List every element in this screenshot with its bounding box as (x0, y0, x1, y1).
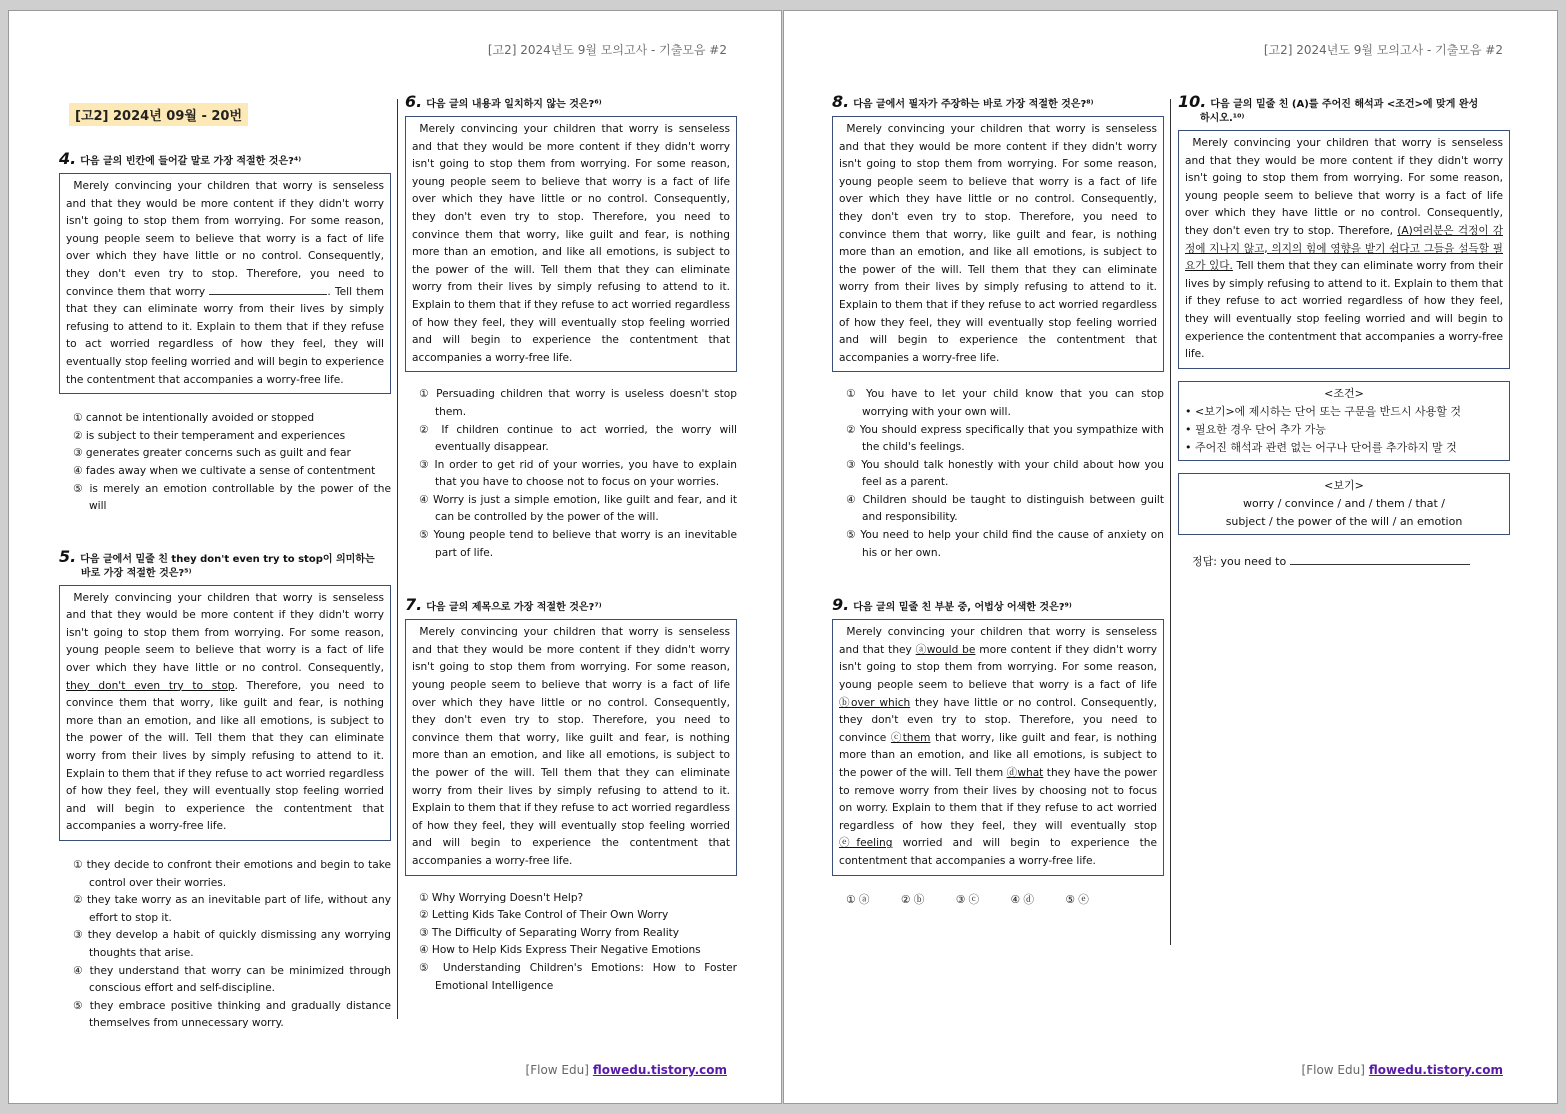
choice-item[interactable]: ⑤ Young people tend to believe that worry is an inevitable part of life. (419, 529, 737, 559)
passage-text: they have the power to remove worry from their lives by choosing not to focus on worry. Explain to them that if they refuse to act worried regardless of how they feel, they will eventually stop (839, 767, 1157, 832)
question-title-cont: 바로 가장 적절한 것은?⁵⁾ (81, 567, 192, 579)
choice-item[interactable]: ③ generates greater concerns such as guilt and fear (73, 447, 351, 460)
question-title: 다음 글의 밑줄 친 (A)를 주어진 해석과 <조건>에 맞게 완성 (1210, 99, 1479, 110)
footer-link[interactable]: flowedu.tistory.com (1368, 1063, 1503, 1077)
passage-text: Merely convincing your children that worry is senseless and that they (839, 626, 1157, 656)
question-title: 다음 글에서 밑줄 친 they don't even try to stop이 의미하는 (80, 553, 375, 565)
choice-list (832, 386, 1164, 562)
question-number: 4. (59, 149, 77, 168)
choice-item[interactable]: ③ ⓒ (955, 893, 980, 906)
bogi-box (1178, 473, 1510, 535)
passage-text: that worry, like guilt and fear, is nothing more than an emotion, and like all emotions, is subject to the power of the will. Tell them (839, 731, 1157, 779)
passage-text: Merely convincing your children that worry is senseless and that they would be more content if they didn't worry isn't going to stop them from worrying. For some reason, young people seem to believe that worry is a fact of life over which they have little or no control. Consequently, they don't even try to stop. Therefore, you need to convince them that worry, like guilt and fear, is nothing more than an emotion, and like all emotions, is subject to the power of the will. Tell them that they can eliminate worry from their lives by simply refusing to attend to it. Explain to them that if they refuse to act worried regardless of how they feel, they will eventually stop feeling worried and will begin to experience the contentment that accompanies a worry-free life. (412, 123, 730, 364)
answer-blank (209, 284, 327, 295)
choice-item[interactable]: ④ ⓓ (1010, 893, 1034, 906)
column-divider (397, 99, 398, 1019)
question-number: 5. (59, 546, 77, 566)
footer-prefix: [Flow Edu] (1301, 1063, 1365, 1077)
choice-item[interactable]: ① ⓐ (846, 893, 870, 906)
choice-item[interactable]: ⑤ You need to help your child find the cause of anxiety on his or her own. (846, 529, 1164, 559)
choice-item[interactable]: ② You should express specifically that you sympathize with the child's feelings. (846, 423, 1164, 454)
passage (1178, 130, 1510, 369)
answer-line (1178, 553, 1510, 569)
passage-text: Merely convincing your children that worry is senseless and that they would be more content if they didn't worry isn't going to stop them from worrying. For some reason, young people seem to believe that worry is a fact of life over which they have little or no control. Consequently, they don't even try to stop. Therefore, you need to convince them that worry (66, 180, 384, 298)
question-title: 다음 글에서 필자가 주장하는 바로 가장 적절한 것은?⁸⁾ (853, 99, 1094, 110)
passage-text: Tell them that they can eliminate worry from their lives by simply refusing to attend to it. Explain to them that if they refuse to act worried regardless of how they feel, they will eventually stop feeling worried and will begin to experience the contentment that accompanies a worry-free life. (1185, 260, 1504, 361)
question-7 (405, 595, 737, 995)
left-column-1 (59, 103, 391, 1033)
passage (832, 619, 1164, 875)
passage (59, 585, 391, 841)
bogi-line: subject / the power of the will / an emotion (1225, 514, 1463, 528)
choice-item[interactable]: ⑤ Understanding Children's Emotions: How to Foster Emotional Intelligence (419, 961, 737, 992)
passage-text: Merely convincing your children that worry is senseless and that they would be more content if they didn't worry isn't going to stop them from worrying. For some reason, young people seem to believe that worry is a fact of life over which they have little or no control. Consequently, they don't even try to stop. Therefore, (1185, 137, 1503, 237)
question-number: 6. (405, 92, 423, 111)
question-title: 다음 글의 제목으로 가장 적절한 것은?⁷⁾ (426, 602, 602, 614)
passage-text: worried and will begin to experience the contentment that accompanies a worry-free life. (839, 837, 1157, 867)
question-5 (59, 546, 391, 1033)
choice-item[interactable]: ① You have to let your child know that you can stop worrying with your own will. (846, 388, 1164, 418)
choice-item[interactable]: ① cannot be intentionally avoided or stopped (73, 412, 315, 425)
choice-item[interactable]: ⑤ ⓔ (1065, 893, 1089, 906)
question-title: 다음 글의 빈칸에 들어갈 말로 가장 적절한 것은?⁴⁾ (80, 156, 302, 167)
choice-item[interactable]: ③ The Difficulty of Separating Worry from Reality (419, 926, 680, 939)
question-number: 10. (1178, 92, 1207, 111)
left-column-2 (405, 92, 737, 995)
passage-text: more content if they didn't worry isn't going to stop them from worrying. For some reason, young people seem to believe that worry is a fact of life (839, 643, 1158, 692)
passage-text: Merely convincing your children that worry is senseless and that they would be more content if they didn't worry isn't going to stop them from worrying. For some reason, young people seem to believe that worry is a fact of life over which they have little or no control. Consequently, they don't even try to stop. Therefore, you need to convince them that worry, like guilt and fear, is nothing more than an emotion, and like all emotions, is subject to the power of the will. Tell them that they can eliminate worry from their lives by simply refusing to attend to it. Explain to them that if they refuse to act worried regardless of how they feel, they will eventually stop feeling worried and will begin to experience the contentment that accompanies a worry-free life. (412, 626, 730, 867)
condition-item: • <보기>에 제시하는 단어 또는 구문을 반드시 사용할 것 (1185, 404, 1462, 418)
choice-item[interactable]: ③ they develop a habit of quickly dismissing any worrying thoughts that arise. (73, 929, 391, 959)
right-column-1 (832, 92, 1164, 907)
choice-item[interactable]: ① Why Worrying Doesn't Help? (419, 891, 584, 904)
choice-list (405, 890, 737, 996)
page-header: [고2] 2024년도 9월 모의고사 - 기출모음 #2 (1263, 43, 1503, 57)
underlined-option-d: ⓓwhat (1006, 767, 1044, 779)
passage-text: . Therefore, you need to convince them that worry, like guilt and fear, is nothing more than an emotion, and like all emotions, is subject to the power of the will. Tell them that they can eliminate worry from their lives by simply refusing to attend to it. Explain to them that if they refuse to act worried regardless of how they feel, they will eventually stop feeling worried and will begin to experience the contentment that accompanies a worry-free life. (66, 679, 384, 833)
underlined-phrase: (A)여러분은 걱정이 감정에 지나지 않고, 의지의 힘에 영향을 받기 쉽다고 그들을 설득할 필요가 있다. (1185, 224, 1503, 273)
passage-text: Merely convincing your children that worry is senseless and that they would be more content if they didn't worry isn't going to stop them from worrying. For some reason, young people seem to believe that worry is a fact of life over which they have little or no control. Consequently, they don't even try to stop. Therefore, you need to convince them that worry, like guilt and fear, is nothing more than an emotion, and like all emotions, is subject to the power of the will. Tell them that they can eliminate worry from their lives by simply refusing to attend to it. Explain to them that if they refuse to act worried regardless of how they feel, they will eventually stop feeling worried and will begin to experience the contentment that accompanies a worry-free life. (839, 123, 1157, 364)
choice-item[interactable]: ⑤ is merely an emotion controllable by the power of the will (73, 482, 391, 513)
question-10 (1178, 92, 1510, 569)
choice-list (59, 410, 391, 516)
passage-text: . Tell them that they can eliminate worry from their lives by simply refusing to attend to it. Explain to them that if they refuse to act worried regardless of how they feel, they will eventually stop feeling worried and will begin to experience the contentment that accompanies a worry-free life. (66, 285, 385, 386)
column-divider (1170, 99, 1171, 945)
choice-item[interactable]: ③ You should talk honestly with your child about how you feel as a parent. (846, 458, 1164, 489)
question-6 (405, 92, 737, 562)
exam-tag: [고2] 2024년 09월 - 20번 (69, 103, 248, 126)
choice-list (832, 892, 1164, 907)
choice-item[interactable]: ① they decide to confront their emotions and begin to take control over their worries. (73, 859, 391, 889)
choice-item[interactable]: ② is subject to their temperament and experiences (73, 429, 346, 442)
underlined-option-b: ⓑover which (839, 696, 911, 709)
condition-box (1178, 381, 1510, 461)
choice-item[interactable]: ④ How to Help Kids Express Their Negative Emotions (419, 944, 701, 957)
choice-item[interactable]: ④ Children should be taught to distinguish between guilt and responsibility. (846, 493, 1164, 524)
choice-list (59, 857, 391, 1033)
choice-item[interactable]: ④ they understand that worry can be minimized through conscious effort and self-discipline. (73, 964, 391, 995)
passage (405, 619, 737, 875)
underlined-option-a: ⓐwould be (915, 643, 976, 656)
choice-item[interactable]: ③ In order to get rid of your worries, you have to explain that you have to choose not to focus on your worries. (419, 458, 737, 489)
answer-label: 정답: you need to (1192, 554, 1287, 568)
question-title-cont: 하시오.¹⁰⁾ (1200, 113, 1245, 124)
question-title: 다음 글의 밑줄 친 부분 중, 어법상 어색한 것은?⁹⁾ (853, 602, 1072, 614)
choice-item[interactable]: ④ fades away when we cultivate a sense of contentment (73, 464, 376, 477)
choice-item[interactable]: ② Letting Kids Take Control of Their Own Worry (419, 909, 669, 922)
passage-text: they have little or no control. Consequently, they don't even try to stop. Therefore, you need to convince (839, 696, 1157, 744)
passage (405, 116, 737, 372)
page-footer (526, 1063, 727, 1077)
condition-title: <조건> (1324, 386, 1364, 400)
question-title: 다음 글의 내용과 일치하지 않는 것은?⁶⁾ (426, 99, 602, 110)
bogi-line: worry / convince / and / them / that / (1243, 496, 1445, 510)
passage (832, 116, 1164, 372)
underlined-option-c: ⓒthem (890, 731, 931, 744)
page-header: [고2] 2024년도 9월 모의고사 - 기출모음 #2 (487, 43, 727, 57)
left-page (8, 10, 782, 1104)
question-number: 7. (405, 595, 423, 615)
page-footer (1302, 1063, 1503, 1077)
question-number: 8. (832, 92, 850, 111)
choice-item[interactable]: ④ Worry is just a simple emotion, like guilt and fear, and it can be controlled by the power of the will. (419, 493, 737, 524)
passage (59, 173, 391, 394)
passage-text: Merely convincing your children that worry is senseless and that they would be more content if they didn't worry isn't going to stop them from worrying. For some reason, young people seem to believe that worry is a fact of life over which they have little or no control. Consequently, (66, 591, 384, 675)
choice-item[interactable]: ① Persuading children that worry is useless doesn't stop them. (419, 388, 737, 418)
question-8 (832, 92, 1164, 562)
footer-link[interactable]: flowedu.tistory.com (592, 1063, 727, 1077)
choice-item[interactable]: ② ⓑ (900, 893, 925, 906)
choice-list (405, 386, 737, 562)
right-column-2 (1178, 92, 1510, 569)
underlined-option-e: ⓔfeeling (839, 837, 893, 850)
footer-prefix: [Flow Edu] (525, 1063, 589, 1077)
right-page (783, 10, 1558, 1104)
condition-item: • 주어진 해석과 관련 없는 어구나 단어를 추가하지 말 것 (1185, 440, 1457, 454)
underlined-phrase: they don't even try to stop (66, 679, 235, 692)
choice-item[interactable]: ⑤ they embrace positive thinking and gradually distance themselves from unnecessary worry. (73, 999, 391, 1030)
bogi-title: <보기> (1324, 478, 1364, 492)
choice-item[interactable]: ② If children continue to act worried, the worry will eventually disappear. (419, 423, 737, 454)
choice-item[interactable]: ② they take worry as an inevitable part of life, without any effort to stop it. (73, 894, 391, 924)
answer-input-line[interactable] (1290, 554, 1470, 565)
question-9 (832, 595, 1164, 906)
question-number: 9. (832, 595, 850, 615)
condition-item: • 필요한 경우 단어 추가 가능 (1185, 422, 1326, 436)
question-4 (59, 149, 391, 516)
